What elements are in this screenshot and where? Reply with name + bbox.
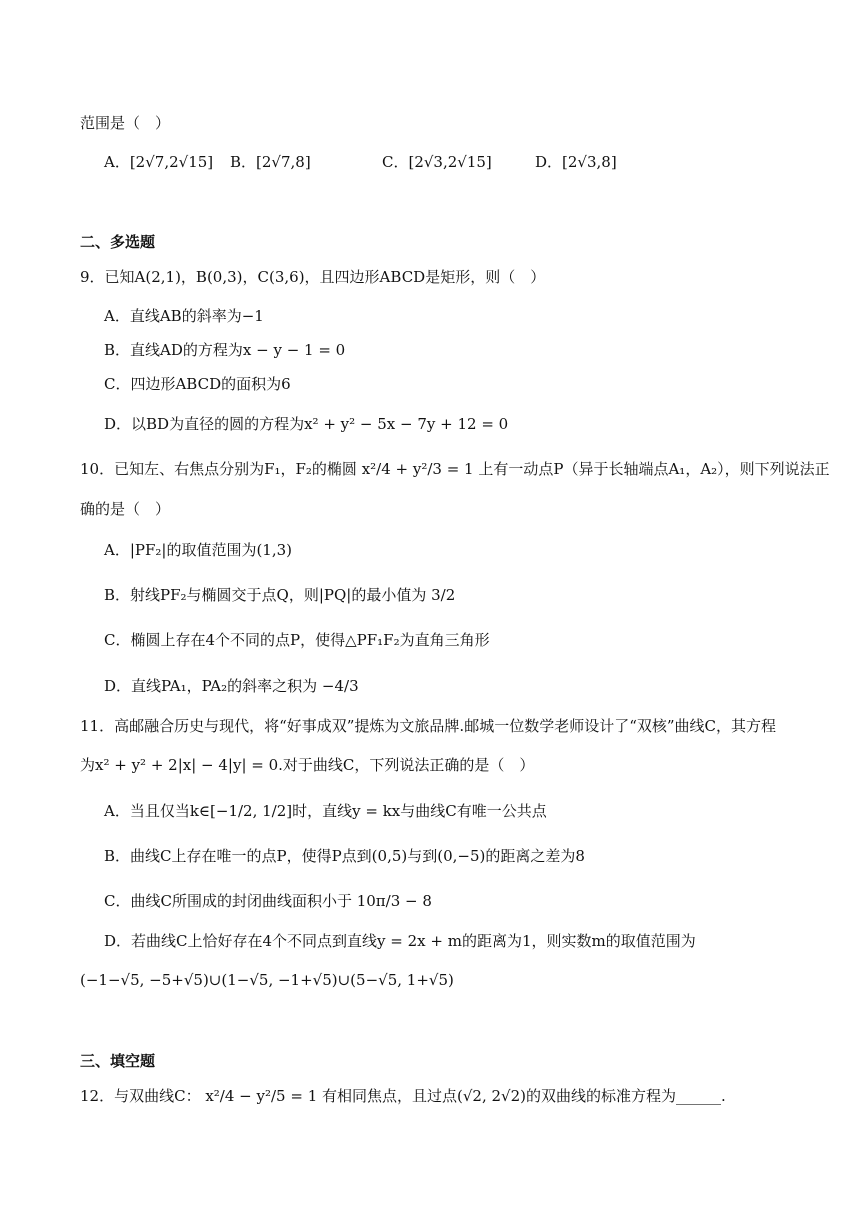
question-12: 12．与双曲线C： x²/4 − y²/5 = 1 有相同焦点，且过点(√2, 2√2)的双曲线的标准方程为______.: [80, 1087, 726, 1105]
q10-stem-line2: 确的是（ ）: [80, 500, 171, 518]
q8-option-b: B．[2√7,8]: [230, 153, 311, 171]
question-8-tail: 范围是（ ）: [80, 114, 171, 132]
q9-option-b: B．直线AD的方程为x − y − 1 = 0: [104, 341, 346, 359]
q10-option-c: C．椭圆上存在4个不同的点P，使得△PF₁F₂为直角三角形: [104, 631, 490, 649]
q10-stem-line1: 10．已知左、右焦点分别为F₁，F₂的椭圆 x²/4 + y²/3 = 1 上有一动点P（异于长轴端点A₁，A₂），则下列说法正: [80, 460, 830, 478]
q8-option-c: C．[2√3,2√15]: [382, 153, 492, 171]
q11-option-d-range: (−1−√5, −5+√5)∪(1−√5, −1+√5)∪(5−√5, 1+√5): [80, 971, 454, 989]
q11-option-c: C．曲线C所围成的封闭曲线面积小于 10π/3 − 8: [104, 892, 432, 910]
q11-option-a: A．当且仅当k∈[−1/2, 1/2]时，直线y = kx与曲线C有唯一公共点: [104, 802, 547, 820]
q9-option-a: A．直线AB的斜率为−1: [104, 307, 264, 325]
q11-option-b: B．曲线C上存在唯一的点P，使得P点到(0,5)与到(0,−5)的距离之差为8: [104, 847, 585, 865]
section-heading-multiple-choice: 二、多选题: [80, 233, 156, 251]
q9-stem: 9．已知A(2,1)，B(0,3)，C(3,6)，且四边形ABCD是矩形，则（ ）: [80, 268, 546, 286]
q9-option-c: C．四边形ABCD的面积为6: [104, 375, 291, 393]
q11-stem-line1: 11．高邮融合历史与现代，将“好事成双”提炼为文旅品牌.邮城一位数学老师设计了“双核”曲线C，其方程: [80, 717, 777, 735]
q8-option-a: A．[2√7,2√15]: [104, 153, 214, 171]
section-heading-fill-in: 三、填空题: [80, 1052, 156, 1070]
q10-option-b: B．射线PF₂与椭圆交于点Q，则|PQ|的最小值为 3/2: [104, 586, 456, 604]
q8-option-d: D．[2√3,8]: [535, 153, 617, 171]
q11-stem-line2: 为x² + y² + 2|x| − 4|y| = 0.对于曲线C，下列说法正确的是（ ）: [80, 756, 535, 774]
q10-option-a: A．|PF₂|的取值范围为(1,3): [104, 541, 293, 559]
q9-option-d: D．以BD为直径的圆的方程为x² + y² − 5x − 7y + 12 = 0: [104, 415, 509, 433]
q11-option-d: D．若曲线C上恰好存在4个不同点到直线y = 2x + m的距离为1，则实数m的取值范围为: [104, 932, 696, 950]
q10-option-d: D．直线PA₁，PA₂的斜率之积为 −4/3: [104, 677, 359, 695]
